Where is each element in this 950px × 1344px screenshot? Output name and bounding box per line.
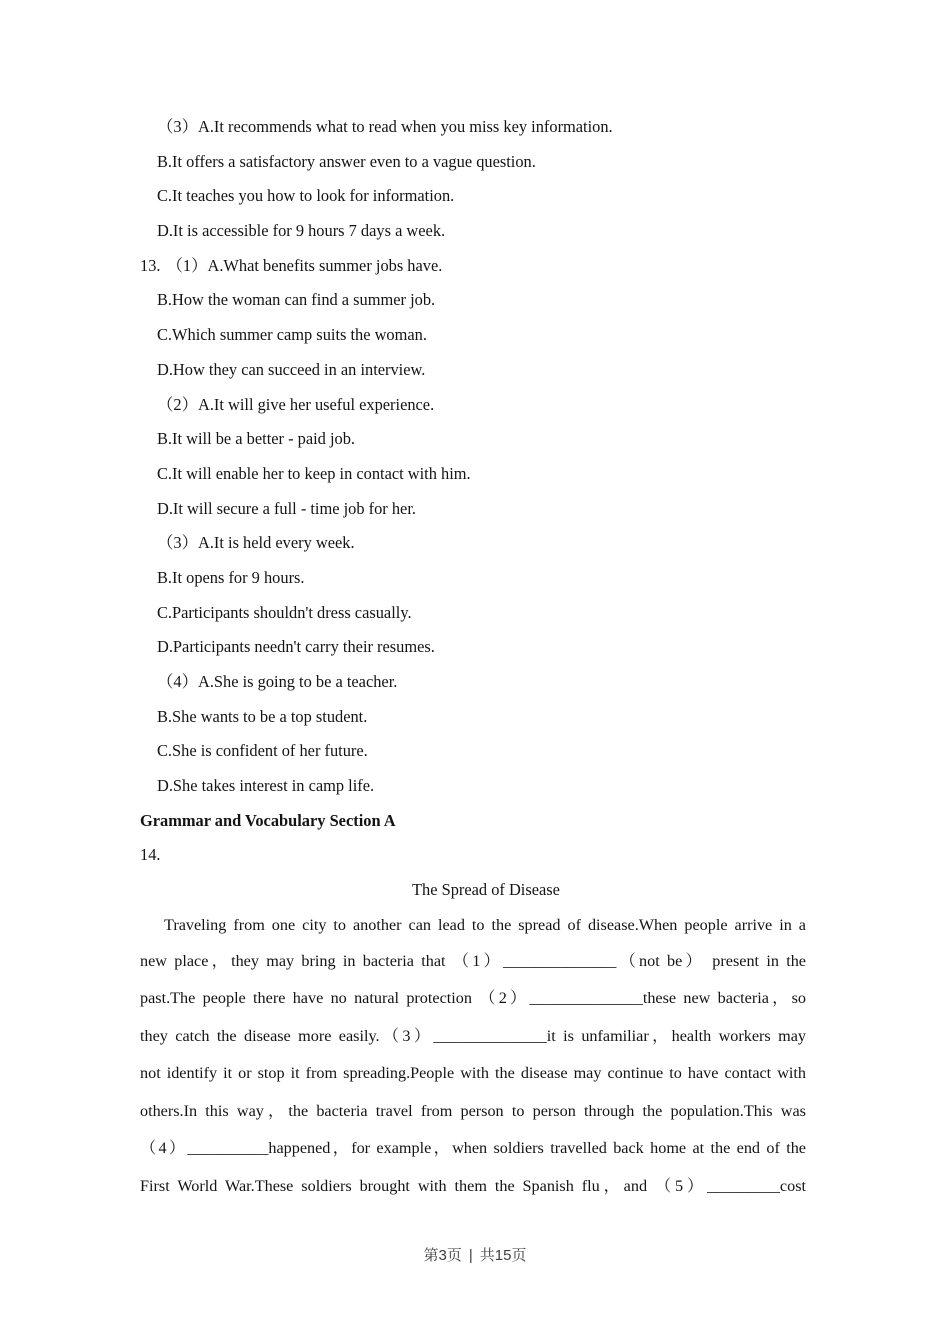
passage-line: First World War.These soldiers brought with them the Spanish flu，and （5）_________cost — [140, 1177, 806, 1196]
footer-separator: | — [468, 1247, 473, 1264]
section-heading: Grammar and Vocabulary Section A — [140, 810, 396, 830]
option-line: （3）A.It recommends what to read when you miss key information. — [157, 117, 613, 136]
option-line: B.It will be a better - paid job. — [157, 429, 356, 449]
sub-question-line: （2）A.It will give her useful experience. — [157, 394, 435, 414]
footer-page-total: 共15页 — [479, 1247, 527, 1264]
option-line: C.It teaches you how to look for information. — [157, 186, 455, 206]
option-line: C.Which summer camp suits the woman. — [157, 325, 427, 345]
sub-question-text: （1）A.What benefits summer jobs have. — [166, 255, 443, 275]
question-13-line — [140, 249, 806, 284]
option-line: C.Participants shouldn't dress casually. — [157, 602, 412, 622]
option-line: D.Participants needn't carry their resumes. — [157, 637, 435, 657]
question-number: 13. — [140, 255, 161, 275]
page-footer — [0, 1243, 950, 1269]
footer-page-number: 第3页 — [423, 1247, 462, 1264]
option-line: B.She wants to be a top student. — [157, 706, 368, 726]
sub-question-line: （3）A.It is held every week. — [157, 533, 355, 553]
option-line: C.It will enable her to keep in contact with him. — [157, 463, 471, 483]
passage-line: Traveling from one city to another can lead to the spread of disease.When people arrive in a — [164, 915, 806, 934]
option-line: C.She is confident of her future. — [157, 741, 368, 761]
option-line: D.She takes interest in camp life. — [157, 776, 375, 796]
passage-line: they catch the disease more easily.（3）______________it is unfamiliar，health workers may — [140, 1026, 806, 1045]
passage-line: （4）__________happened，for example，when soldiers travelled back home at the end of the — [140, 1139, 806, 1158]
option-line: D.How they can succeed in an interview. — [157, 359, 426, 379]
passage-line: not identify it or stop it from spreading.People with the disease may continue to have contact with — [140, 1064, 806, 1083]
option-line: B.It opens for 9 hours. — [157, 567, 305, 587]
option-line: B.It offers a satisfactory answer even to a vague question. — [157, 151, 536, 171]
option-line: D.It is accessible for 9 hours 7 days a week. — [157, 221, 446, 241]
passage-line: new place，they may bring in bacteria that （1）______________（not be） present in the — [140, 951, 806, 970]
passage-line: others.In this way，the bacteria travel from person to person through the population.This was — [140, 1101, 806, 1120]
option-line: B.How the woman can find a summer job. — [157, 290, 436, 310]
sub-question-line: （4）A.She is going to be a teacher. — [157, 672, 398, 691]
passage-title: The Spread of Disease — [412, 880, 560, 900]
option-line: D.It will secure a full - time job for her. — [157, 498, 416, 518]
question-14-number: 14. — [140, 845, 161, 865]
page-content — [140, 110, 806, 1206]
passage-line: past.The people there have no natural protection （2）______________these new bacteria，so — [140, 989, 806, 1008]
